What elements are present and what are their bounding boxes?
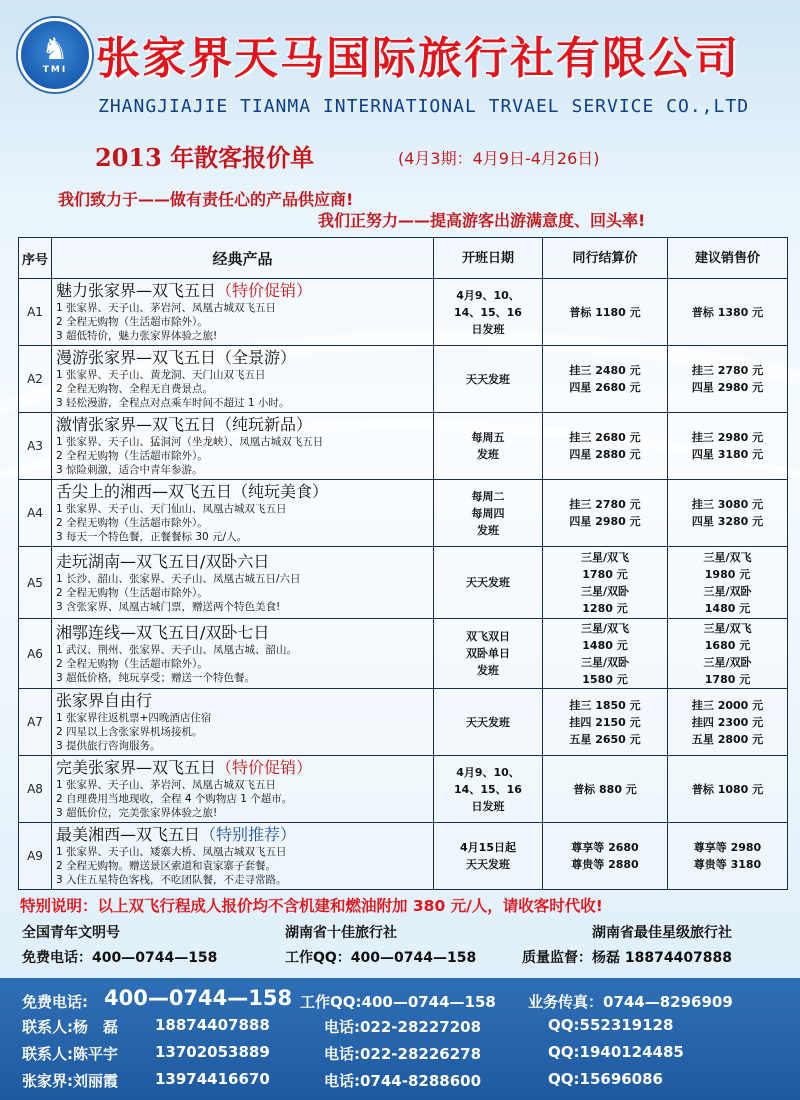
peer-price-line: 四星 2680 元 (569, 381, 641, 394)
product-cell (52, 413, 434, 480)
product-cell (52, 346, 434, 413)
special-note: 特别说明：以上双飞行程成人报价均不含机建和燃油附加 380 元/人，请收客时代收! (20, 897, 603, 915)
product-detail-line: 2 全程无购物（生活超市除外）。 (56, 586, 208, 599)
date-line: 发班 (477, 523, 499, 537)
product-detail-line: 2 全程无购物（生活超市除外）。 (56, 657, 208, 670)
product-detail-line: 2 全程无购物（生活超市除外）。 (56, 316, 208, 328)
date-line: 14、15、16 (454, 782, 522, 796)
honor-3: 湖南省最佳星级旅行社 (592, 925, 732, 941)
date-line: 双卧单日 (466, 647, 510, 660)
date-cell (434, 823, 543, 890)
date-line: 天天发班 (466, 372, 510, 386)
header-no: 序号 (19, 238, 52, 279)
date-cell (434, 346, 543, 413)
date-line: 4月15日起 (460, 841, 516, 854)
product-name: 漫游张家界—双飞五日（全景游） (56, 348, 297, 367)
date-line: 天天发班 (466, 715, 510, 729)
product-detail-line: 1 张家界、天子山、茅岩河、凤凰古城双飞五日 (56, 779, 277, 791)
product-detail-line: 3 每天一个特色餐，正餐餐标 30 元/人。 (56, 531, 248, 543)
date-line: 4月9、10、 (456, 288, 520, 302)
product-detail-line: 2 四星以上含张家界机场接机。 (56, 726, 203, 738)
sale-price-line: 四星 2980 元 (691, 381, 764, 394)
product-detail-line: 1 张家界、天子山、黄龙洞、天门山双飞五日 (56, 369, 266, 381)
date-line: 日发班 (471, 799, 505, 813)
product-detail-line: 1 张家界、天子山、天门仙山、凤凰古城双飞五日 (56, 503, 287, 515)
peer-price-line: 挂三 2480 元 (569, 364, 641, 377)
product-name-line (56, 281, 429, 301)
table-row (19, 480, 788, 547)
product-cell (52, 756, 434, 823)
product-name: 激情张家界—双飞五日（纯玩新品） (56, 415, 313, 434)
product-detail-line: 3 惊险刺激，适合中青年参游。 (56, 464, 203, 476)
contact-phone: 电话:0744-8288600 (324, 1072, 482, 1090)
peer-price-cell (543, 756, 668, 823)
sale-price-line: 普标 1080 元 (691, 782, 764, 796)
product-tag: （特价促销） (216, 281, 313, 300)
sale-price-line: 普标 1380 元 (691, 305, 764, 319)
slogan-2: 我们正努力——提高游客出游满意度、回头率! (318, 211, 646, 230)
peer-price-line: 普标 880 元 (573, 782, 637, 796)
peer-price-line: 五星 2650 元 (569, 732, 641, 746)
table-row (19, 756, 788, 823)
peer-price-cell (543, 413, 668, 480)
date-line: 天天发班 (466, 576, 510, 589)
date-line: 每周五 (471, 431, 505, 444)
product-detail-line: 3 轻松漫游，全程点对点乘车时间不超过 1 小时。 (56, 397, 290, 409)
product-cell (52, 480, 434, 547)
product-cell (52, 689, 434, 756)
table-row (19, 823, 788, 890)
table-row (19, 619, 788, 689)
sale-price-line: 挂三 2980 元 (691, 431, 764, 444)
sale-price-cell (668, 756, 788, 823)
price-list-period: (4月3期：4月9日-4月26日) (398, 149, 600, 168)
header-date: 开班日期 (434, 238, 543, 279)
product-name: 舌尖上的湘西—双飞五日（纯玩美食） (56, 482, 329, 501)
product-name-line (56, 348, 429, 368)
sale-price-cell (668, 279, 788, 346)
row-number: A3 (19, 413, 52, 480)
sale-price-line: 挂三 2780 元 (691, 364, 764, 377)
company-name-cn: 张家界天马国际旅行社有限公司 (96, 33, 740, 84)
sale-price-line: 三星/双卧 (703, 655, 752, 669)
peer-price-cell (543, 689, 668, 756)
contact-mobile: 13702053889 (155, 1043, 270, 1061)
peer-price-line: 四星 2980 元 (569, 515, 641, 528)
contact-qq: QQ:1940124485 (548, 1043, 684, 1061)
date-cell (434, 689, 543, 756)
sale-price-cell (668, 413, 788, 480)
peer-price-cell (543, 346, 668, 413)
sale-price-line: 尊享等 2980 (693, 841, 762, 854)
product-detail-line: 2 全程无购物（生活超市除外）。 (56, 517, 208, 529)
product-name: 张家界自由行 (56, 691, 153, 710)
date-cell (434, 756, 543, 823)
product-cell (52, 547, 434, 619)
product-detail-line: 1 张家界往返机票+四晚酒店住宿 (56, 712, 212, 724)
date-cell (434, 413, 543, 480)
product-cell (52, 279, 434, 346)
row-number: A9 (19, 823, 52, 890)
product-cell (52, 823, 434, 890)
footer-qq: 工作QQ:400—0744—158 (300, 993, 496, 1011)
row-number: A1 (19, 279, 52, 346)
sale-price-line: 三星/双卧 (703, 584, 752, 598)
product-detail-line: 3 提供旅行咨询服务。 (56, 740, 161, 752)
contact-phone: 电话:022-28226278 (324, 1045, 482, 1063)
date-line: 14、15、16 (454, 305, 522, 319)
price-list-title: 2013 年散客报价单 (95, 143, 315, 172)
product-cell (52, 619, 434, 689)
sale-price-line: 挂三 2000 元 (691, 698, 764, 712)
horse-icon: ♞ (41, 32, 69, 67)
sale-price-line: 挂三 3080 元 (691, 498, 764, 511)
date-cell (434, 480, 543, 547)
sale-price-line: 尊贵等 3180 (693, 858, 762, 871)
product-detail-line: 1 张家界、天子山、猛洞河（坐龙峡）、凤凰古城双飞五日 (56, 436, 324, 448)
product-tag: （特价促销） (216, 758, 313, 777)
logo-text: TMI (42, 65, 68, 75)
row-number: A4 (19, 480, 52, 547)
row-number: A7 (19, 689, 52, 756)
product-name-line (56, 758, 429, 778)
date-cell (434, 619, 543, 689)
row-number: A2 (19, 346, 52, 413)
table-row (19, 346, 788, 413)
contact-name: 联系人:陈平宇 (22, 1045, 118, 1063)
table-row (19, 413, 788, 480)
peer-price-line: 三星/双飞 (580, 621, 630, 635)
contact-phone: 电话:022-28227208 (324, 1018, 482, 1036)
product-detail-line: 2 全程无购物、全程无自费景点。 (56, 383, 214, 395)
honor-2: 湖南省十佳旅行社 (285, 925, 397, 941)
sale-price-cell (668, 689, 788, 756)
peer-price-line: 1580 元 (582, 672, 628, 686)
product-detail-line: 3 含张家界、凤凰古城门票，赠送两个特色美食! (56, 600, 281, 613)
date-line: 每周四 (471, 506, 505, 520)
sale-price-line: 1780 元 (704, 672, 751, 686)
peer-price-line: 三星/双卧 (580, 655, 630, 669)
peer-price-line: 挂三 2780 元 (569, 498, 641, 511)
product-name: 湘鄂连线—双飞五日/双卧七日 (56, 622, 270, 642)
date-line: 双飞双日 (466, 630, 510, 643)
contact-mobile: 18874407888 (155, 1016, 270, 1034)
peer-price-cell (543, 823, 668, 890)
product-name-line (56, 552, 429, 572)
date-cell (434, 547, 543, 619)
sale-price-cell (668, 823, 788, 890)
footer-free-label: 免费电话: (22, 993, 88, 1011)
footer-free-number: 400—0744—158 (104, 986, 293, 1010)
sale-price-line: 1980 元 (704, 567, 751, 581)
sale-price-line: 1680 元 (704, 638, 751, 652)
date-cell (434, 279, 543, 346)
tour-price-table (18, 237, 788, 890)
header-peer-price: 同行结算价 (543, 238, 668, 279)
peer-price-line: 普标 1180 元 (569, 305, 641, 319)
company-name-en: ZHANGJIAJIE TIANMA INTERNATIONAL TRVAEL SERVICE CO.,LTD (98, 96, 750, 117)
contact-footer (0, 978, 800, 1100)
product-detail-line: 1 张家界、天子山、矮寨大桥、凤凰古城双飞五日 (56, 846, 287, 858)
product-tag: （特别推荐） (200, 825, 297, 844)
free-phone: 免费电话：400—0744—158 (22, 950, 218, 966)
product-detail-line: 1 长沙、韶山、张家界、天子山、凤凰古城五日/六日 (56, 572, 301, 585)
contact-qq: QQ:15696086 (548, 1070, 663, 1088)
date-line: 发班 (477, 664, 499, 677)
product-detail-line: 2 自理费用当地现收，全程 4 个购物店 1 个超市。 (56, 793, 293, 805)
row-number: A5 (19, 547, 52, 619)
footer-fax: 业务传真：0744—8296909 (528, 993, 733, 1011)
peer-price-line: 三星/双卧 (580, 584, 630, 598)
contact-mobile: 13974416670 (155, 1070, 270, 1088)
sale-price-cell (668, 346, 788, 413)
sale-price-line: 五星 2800 元 (691, 732, 764, 746)
company-logo (18, 18, 92, 92)
date-line: 天天发班 (466, 858, 510, 871)
contact-qq: QQ:552319128 (548, 1016, 674, 1034)
peer-price-cell (543, 619, 668, 689)
sale-price-line: 1480 元 (704, 601, 751, 615)
table-row (19, 547, 788, 619)
sale-price-line: 三星/双飞 (703, 550, 752, 564)
peer-price-line: 三星/双飞 (580, 550, 630, 564)
header-sale-price: 建议销售价 (668, 238, 788, 279)
quality-supervision: 质量监督：杨磊 18874407888 (522, 950, 733, 966)
contact-name: 张家界:刘丽霞 (22, 1072, 118, 1090)
product-name: 走玩湖南—双飞五日/双卧六日 (56, 551, 270, 571)
sale-price-line: 三星/双飞 (703, 621, 752, 635)
date-line: 每周二 (471, 489, 505, 503)
product-detail-line: 3 超低价格，纯玩享受；赠送一个特色餐。 (56, 671, 256, 684)
product-detail-line: 2 全程无购物（生活超市除外）。 (56, 450, 208, 462)
product-name-line (56, 623, 429, 643)
peer-price-line: 1480 元 (582, 638, 628, 652)
peer-price-line: 1280 元 (582, 601, 628, 615)
product-name-line (56, 825, 429, 845)
row-number: A6 (19, 619, 52, 689)
peer-price-line: 尊享等 2680 (571, 841, 639, 854)
table-header-row (19, 238, 788, 279)
date-line: 发班 (477, 448, 499, 461)
date-line: 4月9、10、 (456, 765, 520, 779)
product-name: 完美张家界—双飞五日 (56, 758, 217, 777)
sale-price-line: 四星 3180 元 (691, 448, 764, 461)
peer-price-line: 挂三 1850 元 (569, 698, 641, 712)
peer-price-line: 挂四 2150 元 (569, 715, 641, 729)
peer-price-line: 尊贵等 2880 (571, 858, 639, 871)
product-name: 魅力张家界—双飞五日 (56, 281, 217, 300)
peer-price-line: 挂三 2680 元 (569, 431, 641, 444)
peer-price-line: 四星 2880 元 (569, 448, 641, 461)
table-row (19, 689, 788, 756)
table-row (19, 279, 788, 346)
product-name: 最美湘西—双飞五日 (56, 825, 201, 844)
row-number: A8 (19, 756, 52, 823)
sale-price-cell (668, 619, 788, 689)
header-product: 经典产品 (52, 238, 434, 279)
sale-price-cell (668, 547, 788, 619)
product-name-line (56, 415, 429, 435)
honor-1: 全国青年文明号 (22, 925, 120, 941)
contact-name: 联系人:杨 磊 (22, 1018, 118, 1036)
product-name-line (56, 482, 429, 502)
product-name-line (56, 691, 429, 711)
product-detail-line: 1 张家界、天子山、茅岩河、凤凰古城双飞五日 (56, 302, 277, 314)
product-detail-line: 3 入住五星特色客栈，不吃团队餐，不走寻常路。 (56, 874, 287, 886)
product-detail-line: 3 超低特价，魅力张家界体验之旅! (56, 330, 218, 342)
date-line: 日发班 (471, 322, 505, 336)
sale-price-line: 四星 3280 元 (691, 515, 764, 528)
product-detail-line: 3 超低价位，完美张家界体验之旅! (56, 807, 218, 819)
peer-price-cell (543, 279, 668, 346)
slogan-1: 我们致力于——做有责任心的产品供应商! (58, 190, 354, 209)
work-qq: 工作QQ：400—0744—158 (285, 950, 477, 966)
peer-price-line: 1780 元 (582, 567, 628, 581)
product-detail-line: 1 武汉、荆州、张家界、天子山、凤凰古城、韶山。 (56, 643, 298, 656)
peer-price-cell (543, 480, 668, 547)
peer-price-cell (543, 547, 668, 619)
sale-price-cell (668, 480, 788, 547)
sale-price-line: 挂四 2300 元 (691, 715, 764, 729)
product-detail-line: 2 全程无购物。赠送景区索道和袁家寨子套餐。 (56, 860, 277, 872)
